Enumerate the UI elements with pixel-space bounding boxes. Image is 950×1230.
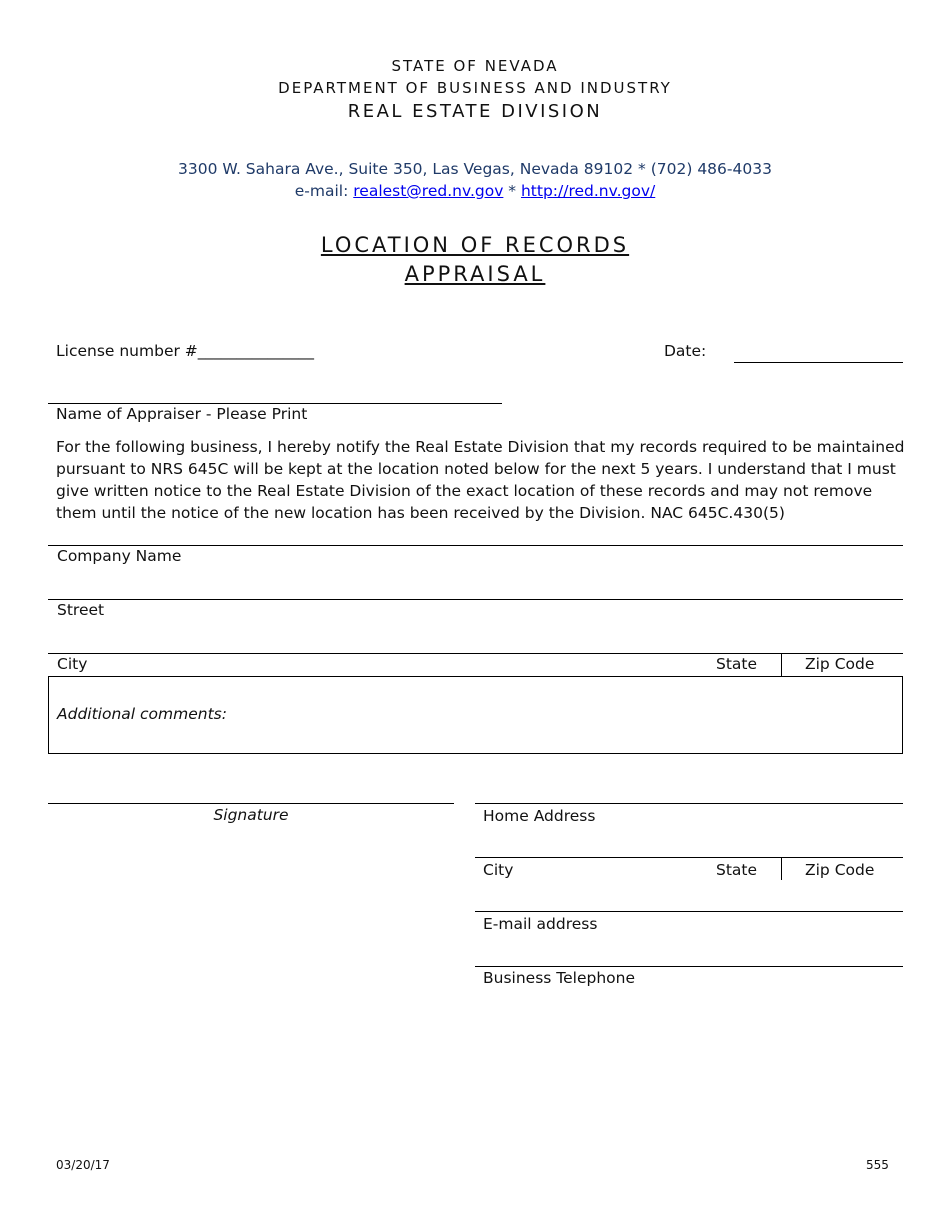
street-label: Street bbox=[57, 601, 105, 619]
email-address-line[interactable] bbox=[475, 911, 903, 912]
website-link[interactable]: http://red.nv.gov/ bbox=[520, 182, 656, 200]
agency-department: DEPARTMENT OF BUSINESS AND INDUSTRY bbox=[278, 79, 672, 97]
appraiser-name-label: Name of Appraiser - Please Print bbox=[56, 405, 308, 423]
city-state-zip-line[interactable] bbox=[48, 653, 903, 654]
form-number: 555 bbox=[866, 1158, 889, 1172]
home-address-line[interactable] bbox=[475, 803, 903, 804]
email-address-label: E-mail address bbox=[483, 915, 598, 933]
home-city-state-zip-line[interactable] bbox=[475, 857, 903, 858]
agency-state: STATE OF NEVADA bbox=[391, 57, 559, 75]
company-name-line[interactable] bbox=[48, 545, 903, 546]
home-zip-divider bbox=[781, 858, 782, 880]
appraiser-name-line[interactable] bbox=[48, 403, 502, 404]
form-revision-date: 03/20/17 bbox=[56, 1158, 110, 1172]
date-label: Date: bbox=[664, 342, 707, 360]
agency-address: 3300 W. Sahara Ave., Suite 350, Las Vegas, Nevada 89102 * (702) 486-4033 bbox=[178, 160, 772, 178]
email-link[interactable]: realest@red.nv.gov bbox=[353, 182, 504, 200]
form-title: LOCATION OF RECORDS bbox=[320, 233, 630, 257]
email-prefix: e-mail: bbox=[294, 182, 354, 200]
home-city-label: City bbox=[483, 861, 514, 879]
notice-paragraph: For the following business, I hereby notify the Real Estate Division that my records required to be maintained pursuant to NRS 645C will be kept at the location noted below for the next 5 years. I understand that I must give written notice to the Real Estate Division of the exact location of these records and may not remove them until the notice of the new location has been received by the Division. NAC 645C.430(5) bbox=[56, 438, 905, 522]
business-telephone-label: Business Telephone bbox=[483, 969, 635, 987]
zip-code-label: Zip Code bbox=[805, 655, 875, 673]
company-name-label: Company Name bbox=[57, 547, 182, 565]
signature-label: Signature bbox=[213, 806, 289, 824]
license-number-field[interactable]: License number #_______________ bbox=[56, 342, 315, 360]
business-telephone-line[interactable] bbox=[475, 966, 903, 967]
home-state-label: State bbox=[716, 861, 758, 879]
date-input-line[interactable] bbox=[734, 362, 903, 363]
street-line[interactable] bbox=[48, 599, 903, 600]
zip-divider bbox=[781, 654, 782, 676]
agency-division: REAL ESTATE DIVISION bbox=[347, 101, 603, 122]
additional-comments-label: Additional comments: bbox=[57, 705, 227, 723]
signature-line[interactable] bbox=[48, 803, 454, 804]
contact-separator: * bbox=[503, 182, 521, 200]
home-zip-code-label: Zip Code bbox=[805, 861, 875, 879]
home-address-label: Home Address bbox=[483, 807, 596, 825]
form-subtitle: APPRAISAL bbox=[404, 262, 546, 286]
city-label: City bbox=[57, 655, 88, 673]
agency-contact-line bbox=[0, 182, 950, 200]
state-label: State bbox=[716, 655, 758, 673]
